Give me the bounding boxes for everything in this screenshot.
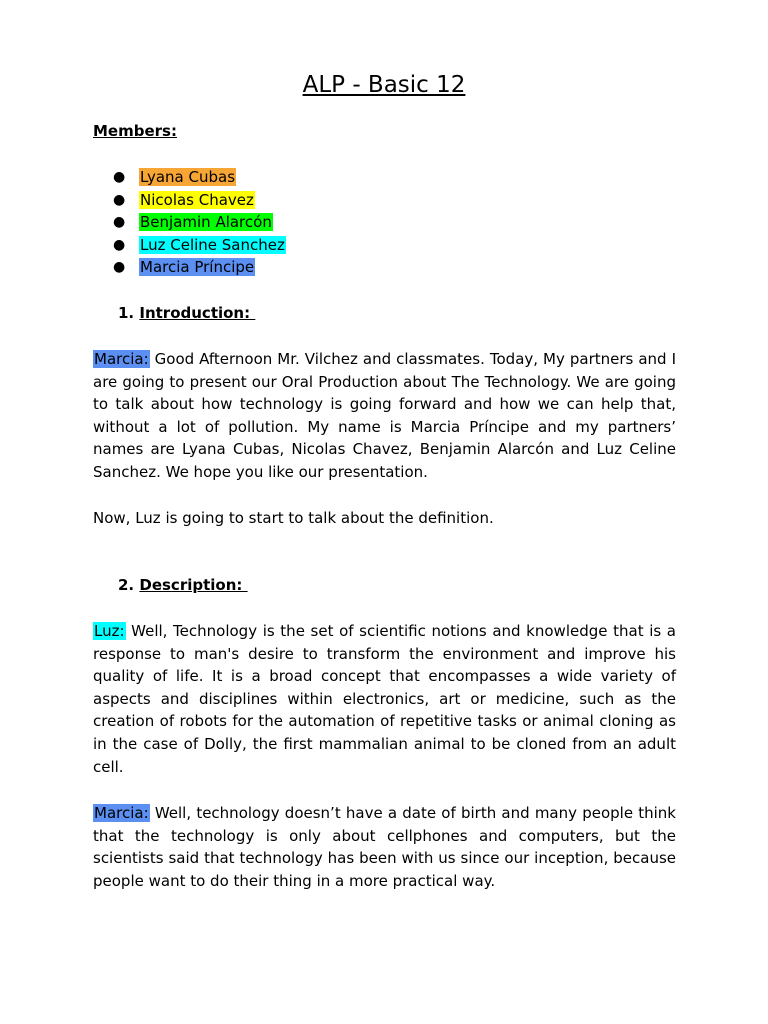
member-name: Nicolas Chavez [140, 190, 254, 209]
document-title: ALP - Basic 12 [302, 72, 466, 98]
member-name: Benjamin Alarcón [140, 213, 272, 232]
bullet-icon: ● [113, 169, 126, 185]
intro-paragraph [93, 348, 676, 484]
paragraph-text: Well, Technology is the set of scientific notions and knowledge that is a response to man's desire to transform the environment and improve his quality of life. It is a broad concept that encompasses a wide variety of aspects and disciplines within electronics, art or medicine, such as the creation of robots for the automation of repetitive tasks or animal cloning as in the case of Dolly, the first mammalian animal to be cloned from an adult cell. [93, 622, 676, 776]
section-number: 2. [118, 576, 135, 594]
speaker-label: Luz: [94, 622, 125, 640]
speaker-label: Marcia: [94, 350, 149, 368]
member-name: Luz Celine Sanchez [140, 235, 285, 254]
description-paragraph-marcia [93, 802, 676, 892]
bullet-icon: ● [113, 236, 126, 253]
member-name: Lyana Cubas [140, 168, 236, 186]
members-label: Members: [93, 122, 177, 140]
section-number: 1. [118, 304, 135, 322]
bullet-icon: ● [113, 214, 126, 231]
bullet-icon: ● [113, 191, 126, 208]
bullet-icon: ● [113, 259, 126, 276]
member-name: Marcia Príncipe [140, 258, 255, 277]
speaker-label: Marcia: [94, 804, 149, 822]
transition-text: Now, Luz is going to start to talk about the definition. [93, 509, 494, 527]
section-heading-description [118, 576, 248, 594]
section-heading-introduction [118, 304, 255, 322]
section-label: Introduction: [139, 304, 256, 322]
section-label: Description: [139, 576, 248, 594]
paragraph-text: Good Afternoon Mr. Vilchez and classmates. Today, My partners and I are going to present our Oral Production about The Technology. We are going to talk about how technology is going forward and how we can help that, without a lot of pollution. My name is Marcia Príncipe and my partners’ names are Lyana Cubas, Nicolas Chavez, Benjamin Alarcón and Luz Celine Sanchez. We hope you like our presentation. [93, 350, 676, 481]
description-paragraph-luz [93, 620, 676, 778]
paragraph-text: Well, technology doesn’t have a date of birth and many people think that the technology is only about cellphones and computers, but the scientists said that technology has been with us since our inception, because people want to do their thing in a more practical way. [93, 804, 676, 890]
